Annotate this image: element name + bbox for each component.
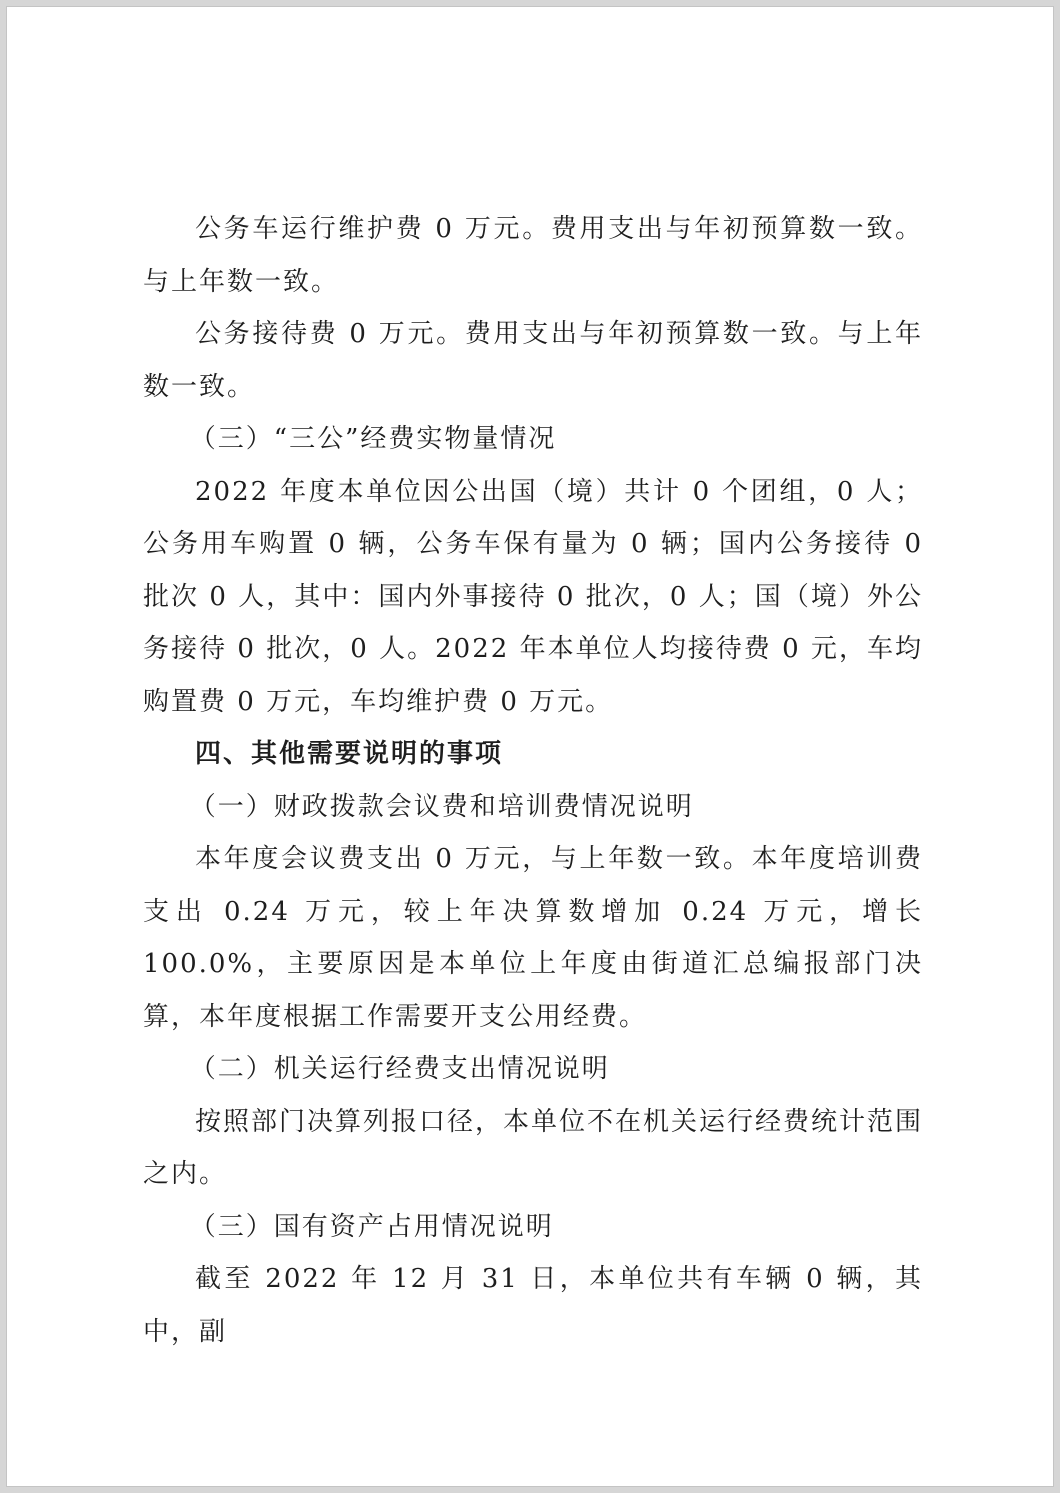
paragraph-meeting-training-details: 本年度会议费支出 0 万元，与上年数一致。本年度培训费支出 0.24 万元，较上年决算数增加 0.24 万元，增长 100.0%，主要原因是本单位上年度由街道汇总编报部门决算，本年度根据工作需要开支公用经费。 (143, 844, 923, 1032)
heading-other-matters: 四、其他需要说明的事项 (195, 739, 504, 769)
heading-meeting-training-fee: （一）财政拨款会议费和培训费情况说明 (189, 791, 694, 822)
document-body (143, 203, 923, 1358)
document-page (6, 6, 1054, 1487)
paragraph-vehicle-maintenance: 公务车运行维护费 0 万元。费用支出与年初预算数一致。与上年数一致。 (143, 214, 923, 297)
heading-three-public-quantity: （三）“三公”经费实物量情况 (189, 424, 557, 454)
paragraph-quantity-details: 2022 年度本单位因公出国（境）共计 0 个团组，0 人；公务用车购置 0 辆，公务车保有量为 0 辆；国内公务接待 0 批次 0 人，其中：国内外事接待 0 批次，0 人；国（境）外公务接待 0 批次，0 人。2022 年本单位人均接待费 0 元，车均购置费 0 万元，车均维护费 0 万元。 (143, 476, 923, 717)
paragraph-reception-fee: 公务接待费 0 万元。费用支出与年初预算数一致。与上年数一致。 (143, 319, 923, 402)
paragraph-operating-expenses: 按照部门决算列报口径，本单位不在机关运行经费统计范围之内。 (143, 1106, 924, 1189)
heading-operating-expenses: （二）机关运行经费支出情况说明 (189, 1054, 610, 1084)
paragraph-state-assets: 截至 2022 年 12 月 31 日，本单位共有车辆 0 辆，其中，副 (143, 1264, 923, 1347)
heading-state-assets: （三）国有资产占用情况说明 (189, 1211, 554, 1242)
